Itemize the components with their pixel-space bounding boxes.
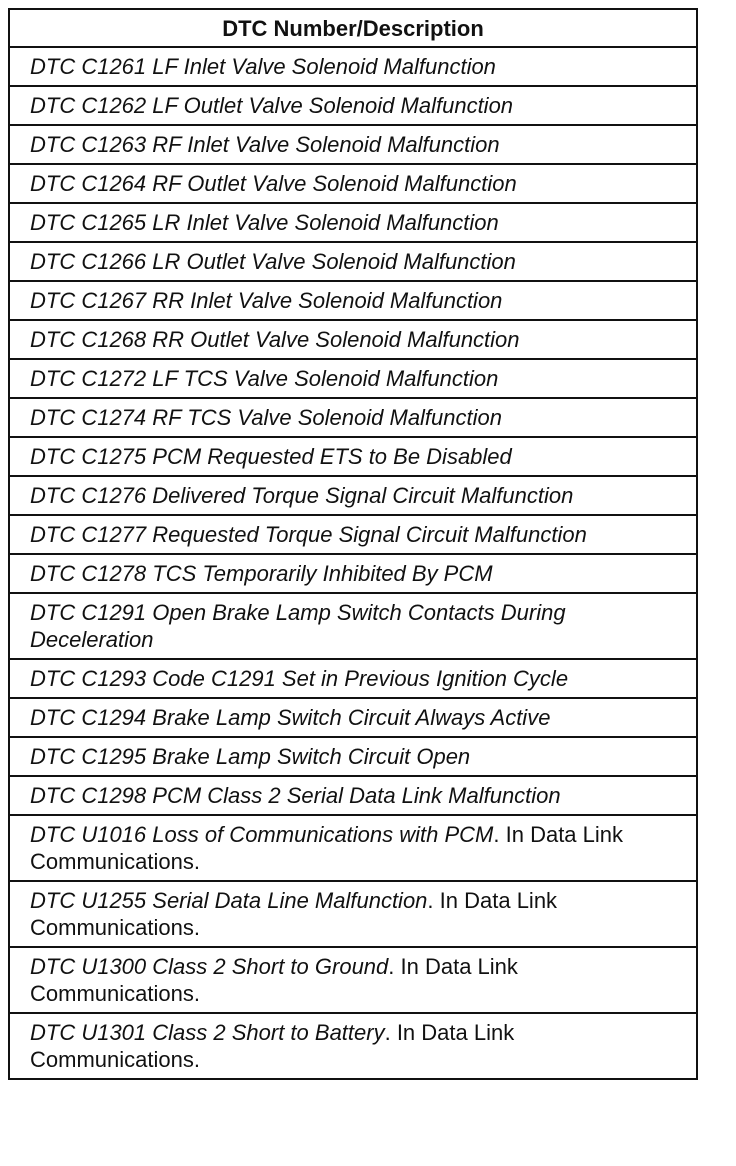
table-cell <box>9 125 697 164</box>
dtc-description: DTC U1255 Serial Data Line Malfunction <box>30 888 428 913</box>
dtc-description: DTC C1295 Brake Lamp Switch Circuit Open <box>30 744 471 769</box>
table-cell <box>9 437 697 476</box>
table-row <box>9 815 697 881</box>
dtc-note: . In Data Link Communications. <box>30 1020 515 1072</box>
dtc-description: DTC U1300 Class 2 Short to Ground <box>30 954 389 979</box>
table-row <box>9 437 697 476</box>
dtc-description: DTC C1275 PCM Requested ETS to Be Disabled <box>30 444 512 469</box>
table-cell <box>9 659 697 698</box>
table-row <box>9 737 697 776</box>
dtc-description: DTC C1263 RF Inlet Valve Solenoid Malfunction <box>30 132 500 157</box>
dtc-description: DTC C1261 LF Inlet Valve Solenoid Malfunction <box>30 54 496 79</box>
dtc-description: DTC C1274 RF TCS Valve Solenoid Malfunction <box>30 405 502 430</box>
column-header-dtc-description: DTC Number/Description <box>9 9 697 47</box>
dtc-note: . In Data Link Communications. <box>30 822 624 874</box>
dtc-description: DTC C1294 Brake Lamp Switch Circuit Always Active <box>30 705 551 730</box>
table-cell <box>9 281 697 320</box>
dtc-table <box>8 8 698 1080</box>
table-row <box>9 359 697 398</box>
dtc-description: DTC U1301 Class 2 Short to Battery <box>30 1020 385 1045</box>
table-row <box>9 593 697 659</box>
table-row <box>9 281 697 320</box>
dtc-description: DTC C1262 LF Outlet Valve Solenoid Malfunction <box>30 93 514 118</box>
table-cell <box>9 737 697 776</box>
table-cell <box>9 593 697 659</box>
table-cell <box>9 320 697 359</box>
table-row <box>9 125 697 164</box>
dtc-description: DTC U1016 Loss of Communications with PCM <box>30 822 494 847</box>
table-cell <box>9 1013 697 1079</box>
dtc-description: DTC C1276 Delivered Torque Signal Circuit Malfunction <box>30 483 574 508</box>
dtc-description: DTC C1266 LR Outlet Valve Solenoid Malfunction <box>30 249 516 274</box>
table-header-row <box>9 9 697 47</box>
dtc-description: DTC C1265 LR Inlet Valve Solenoid Malfunction <box>30 210 499 235</box>
table-row <box>9 242 697 281</box>
table-cell <box>9 164 697 203</box>
table-cell <box>9 47 697 86</box>
table-row <box>9 164 697 203</box>
table-row <box>9 881 697 947</box>
dtc-note: . In Data Link Communications. <box>30 954 518 1006</box>
table-row <box>9 203 697 242</box>
table-row <box>9 86 697 125</box>
table-cell <box>9 698 697 737</box>
table-cell <box>9 398 697 437</box>
table-row <box>9 776 697 815</box>
table-cell <box>9 242 697 281</box>
table-cell <box>9 359 697 398</box>
dtc-description: DTC C1277 Requested Torque Signal Circuit Malfunction <box>30 522 587 547</box>
dtc-description: DTC C1293 Code C1291 Set in Previous Ignition Cycle <box>30 666 569 691</box>
table-row <box>9 698 697 737</box>
table-row <box>9 515 697 554</box>
dtc-description: DTC C1291 Open Brake Lamp Switch Contacts During Deceleration <box>30 600 566 652</box>
dtc-description: DTC C1267 RR Inlet Valve Solenoid Malfunction <box>30 288 503 313</box>
table-cell <box>9 86 697 125</box>
dtc-description: DTC C1298 PCM Class 2 Serial Data Link Malfunction <box>30 783 561 808</box>
table-cell <box>9 947 697 1013</box>
table-cell <box>9 554 697 593</box>
table-row <box>9 320 697 359</box>
table-row <box>9 554 697 593</box>
table-cell <box>9 515 697 554</box>
table-cell <box>9 476 697 515</box>
dtc-description: DTC C1272 LF TCS Valve Solenoid Malfunction <box>30 366 499 391</box>
dtc-note: . In Data Link Communications. <box>30 888 558 940</box>
table-cell <box>9 881 697 947</box>
table-row <box>9 398 697 437</box>
table-cell <box>9 815 697 881</box>
table-cell <box>9 203 697 242</box>
table-row <box>9 1013 697 1079</box>
table-row <box>9 659 697 698</box>
dtc-description: DTC C1278 TCS Temporarily Inhibited By PCM <box>30 561 493 586</box>
table-row <box>9 947 697 1013</box>
table-cell <box>9 776 697 815</box>
dtc-description: DTC C1268 RR Outlet Valve Solenoid Malfunction <box>30 327 520 352</box>
dtc-description: DTC C1264 RF Outlet Valve Solenoid Malfunction <box>30 171 517 196</box>
table-row <box>9 47 697 86</box>
table-row <box>9 476 697 515</box>
